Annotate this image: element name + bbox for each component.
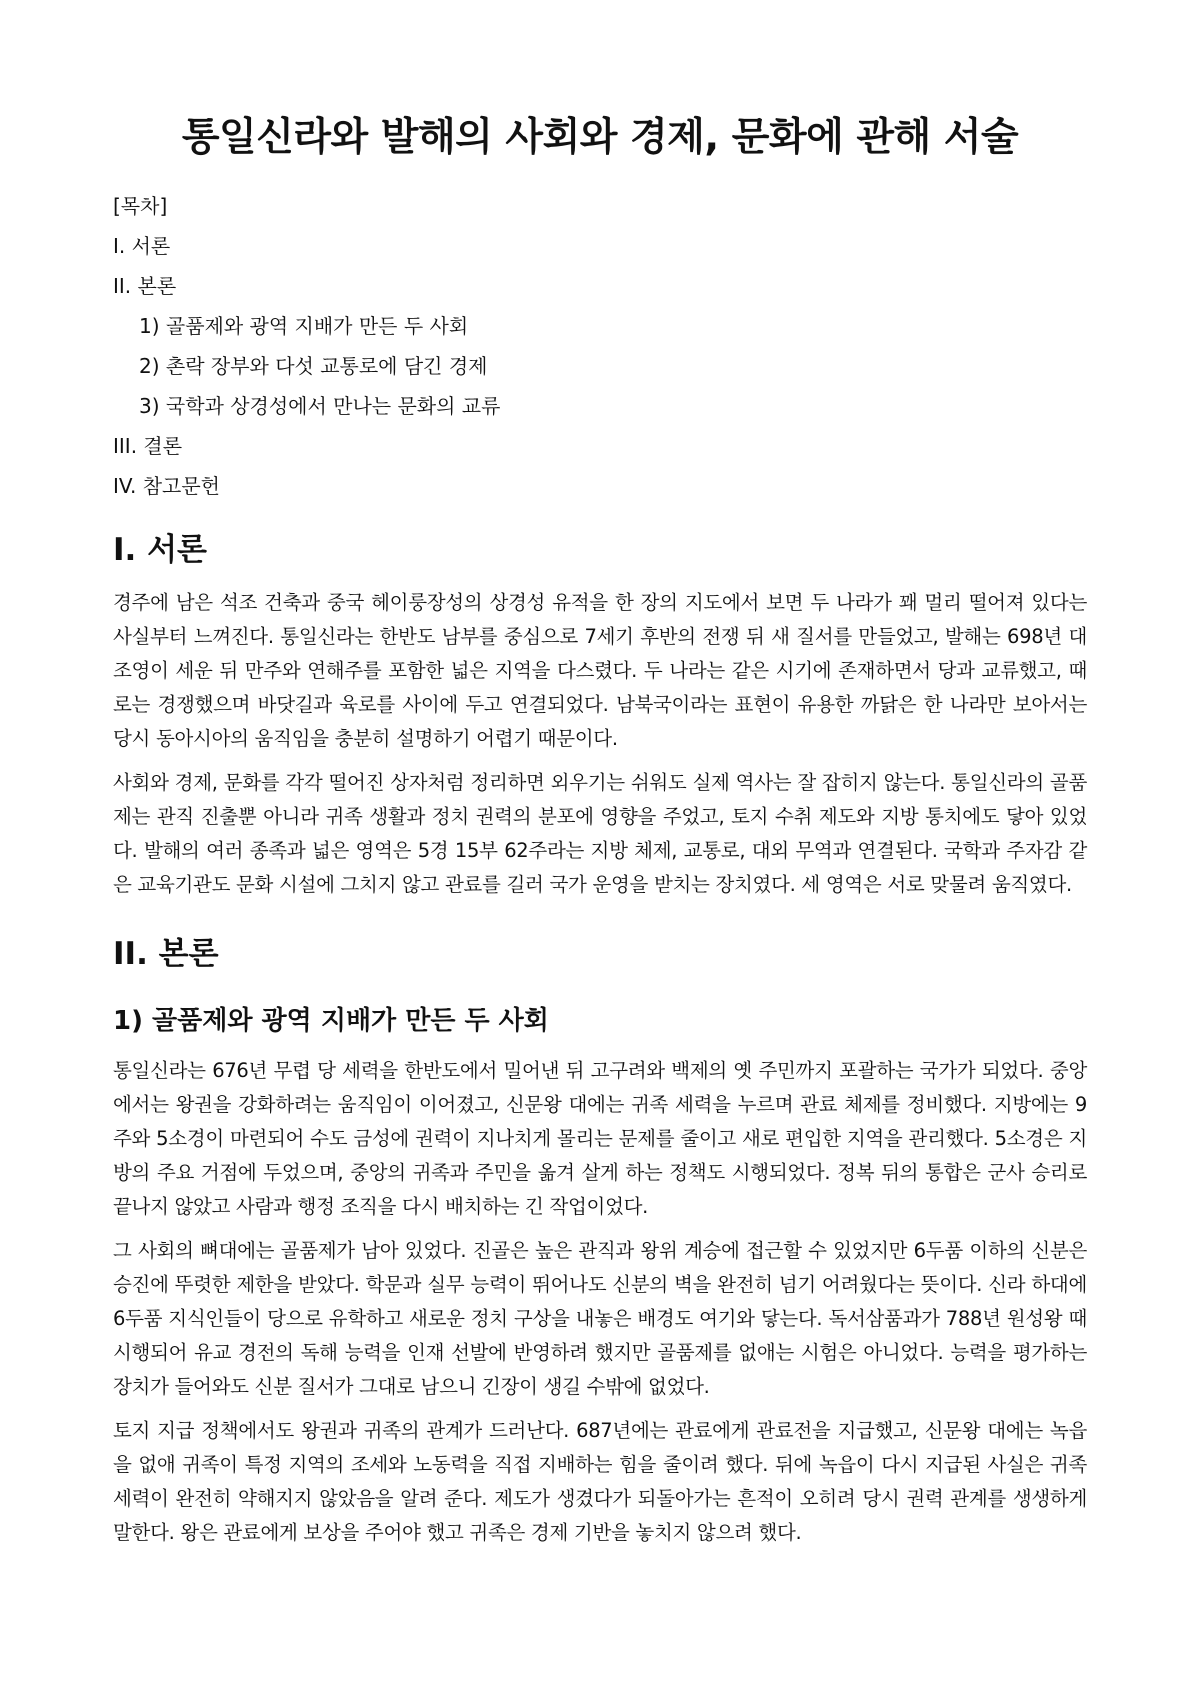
paragraph: 경주에 남은 석조 건축과 중국 헤이룽장성의 상경성 유적을 한 장의 지도에서 보면 두 나라가 꽤 멀리 떨어져 있다는 사실부터 느껴진다. 통일신라는 한반도 남부를 중심으로 7세기 후반의 전쟁 뒤 새 질서를 만들었고, 발해는 698년 대조영이 세운 뒤 만주와 연해주를 포함한 넓은 지역을 다스렸다. 두 나라는 같은 시기에 존재하면서 당과 교류했고, 때로는 경쟁했으며 바닷길과 육로를 사이에 두고 연결되었다. 남북국이라는 표현이 유용한 까닭은 한 나라만 보아서는 당시 동아시아의 움직임을 충분히 설명하기 어렵기 때문이다. [113,591,1087,750]
document-title: 통일신라와 발해의 사회와 경제, 문화에 관해 서술 [181,115,1019,160]
paragraph: 그 사회의 뼈대에는 골품제가 남아 있었다. 진골은 높은 관직과 왕위 계승에 접근할 수 있었지만 6두품 이하의 신분은 승진에 뚜렷한 제한을 받았다. 학문과 실무 능력이 뛰어나도 신분의 벽을 완전히 넘기 어려웠다는 뜻이다. 신라 하대에 6두품 지식인들이 당으로 유학하고 새로운 정치 구상을 내놓은 배경도 여기와 닿는다. 독서삼품과가 788년 원성왕 때 시행되어 유교 경전의 독해 능력을 인재 선발에 반영하려 했지만 골품제를 없애는 시험은 아니었다. 능력을 평가하는 장치가 들어와도 신분 질서가 그대로 남으니 긴장이 생길 수밖에 없었다. [113,1239,1087,1398]
paragraph: 통일신라는 676년 무렵 당 세력을 한반도에서 밀어낸 뒤 고구려와 백제의 옛 주민까지 포괄하는 국가가 되었다. 중앙에서는 왕권을 강화하려는 움직임이 이어졌고, 신문왕 대에는 귀족 세력을 누르며 관료 체제를 정비했다. 지방에는 9주와 5소경이 마련되어 수도 금성에 권력이 지나치게 몰리는 문제를 줄이고 새로 편입한 지역을 관리했다. 5소경은 지방의 주요 거점에 두었으며, 중앙의 귀족과 주민을 옮겨 살게 하는 정책도 시행되었다. 정복 뒤의 통합은 군사 승리로 끝나지 않았고 사람과 행정 조직을 다시 배치하는 긴 작업이었다. [113,1059,1087,1218]
toc-item: III. 결론 [113,434,183,458]
table-of-contents [113,186,1087,506]
toc-item: 2) 촌락 장부와 다섯 교통로에 담긴 경제 [139,354,488,378]
toc-item: IV. 참고문헌 [113,474,220,498]
section-heading: I. 서론 [113,532,207,568]
toc-item: II. 본론 [113,274,177,298]
section-body [113,932,1087,1550]
toc-item: 1) 골품제와 광역 지배가 만든 두 사회 [139,314,469,338]
section-introduction [113,528,1087,902]
section-heading: II. 본론 [113,936,219,972]
toc-heading: [목차] [113,194,168,218]
toc-item: 3) 국학과 상경성에서 만나는 문화의 교류 [139,394,501,418]
toc-list [113,226,1087,506]
toc-item: I. 서론 [113,234,171,258]
paragraph: 토지 지급 정책에서도 왕권과 귀족의 관계가 드러난다. 687년에는 관료에게 관료전을 지급했고, 신문왕 대에는 녹읍을 없애 귀족이 특정 지역의 조세와 노동력을 직접 지배하는 힘을 줄이려 했다. 뒤에 녹읍이 다시 지급된 사실은 귀족 세력이 완전히 약해지지 않았음을 알려 준다. 제도가 생겼다가 되돌아가는 흔적이 오히려 당시 권력 관계를 생생하게 말한다. 왕은 관료에게 보상을 주어야 했고 귀족은 경제 기반을 놓치지 않으려 했다. [113,1419,1087,1544]
subsection-heading: 1) 골품제와 광역 지배가 만든 두 사회 [113,1006,549,1036]
paragraph: 사회와 경제, 문화를 각각 떨어진 상자처럼 정리하면 외우기는 쉬워도 실제 역사는 잘 잡히지 않는다. 통일신라의 골품제는 관직 진출뿐 아니라 귀족 생활과 정치 권력의 분포에 영향을 주었고, 토지 수취 제도와 지방 통치에도 닿아 있었다. 발해의 여러 종족과 넓은 영역은 5경 15부 62주라는 지방 체제, 교통로, 대외 무역과 연결된다. 국학과 주자감 같은 교육기관도 문화 시설에 그치지 않고 관료를 길러 국가 운영을 받치는 장치였다. 세 영역은 서로 맞물려 움직였다. [113,771,1087,896]
